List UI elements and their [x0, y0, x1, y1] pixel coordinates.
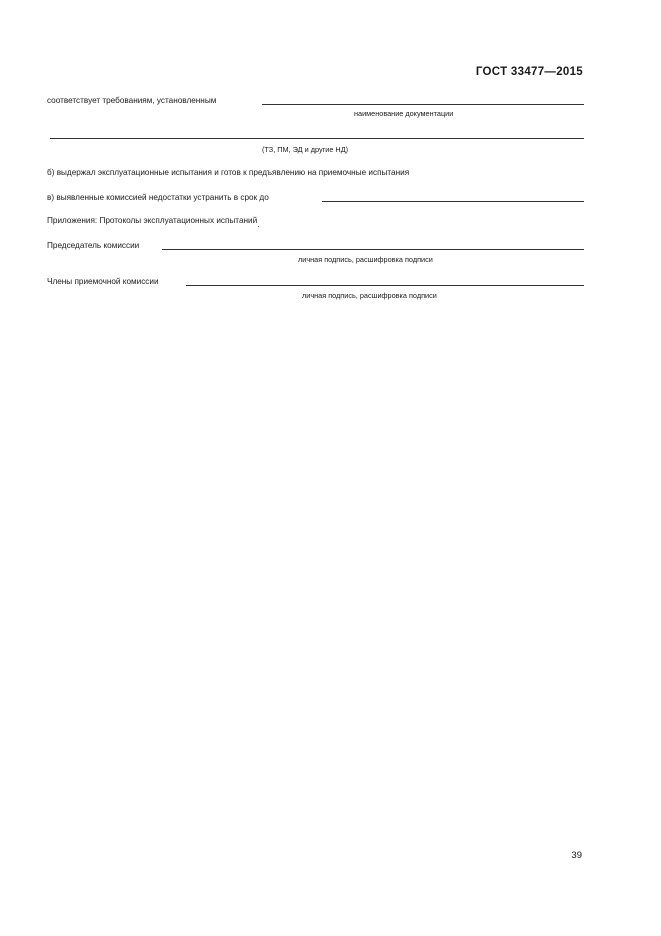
chairman-signature-line — [162, 249, 584, 250]
nd-blank-line — [50, 138, 584, 139]
deadline-blank-line — [322, 201, 584, 202]
members-signature-line — [186, 285, 584, 286]
appendix-label: Приложения: Протоколы эксплуатационных испытаний — [47, 216, 258, 225]
requirements-text: соответствует требованиям, установленным — [47, 96, 217, 105]
standard-designation: ГОСТ 33477—2015 — [475, 66, 583, 78]
appendix-dot: . — [257, 220, 260, 229]
members-label: Члены приемочной комиссии — [47, 277, 159, 286]
chairman-label: Председатель комиссии — [47, 241, 140, 250]
nd-caption: (ТЗ, ПМ, ЭД и другие НД) — [262, 145, 349, 154]
item-b-text: б) выдержал эксплуатационные испытания и готов к предъявлению на приемочные испытания — [47, 168, 410, 177]
documentation-blank-line — [262, 104, 584, 105]
item-v-text: в) выявленные комиссией недостатки устранить в срок до — [47, 193, 269, 202]
chairman-caption: личная подпись, расшифровка подписи — [298, 255, 433, 264]
documentation-caption: наименование документации — [354, 109, 454, 118]
page-number: 39 — [571, 850, 582, 861]
appendix-text — [47, 216, 260, 229]
members-caption: личная подпись, расшифровка подписи — [302, 291, 437, 300]
